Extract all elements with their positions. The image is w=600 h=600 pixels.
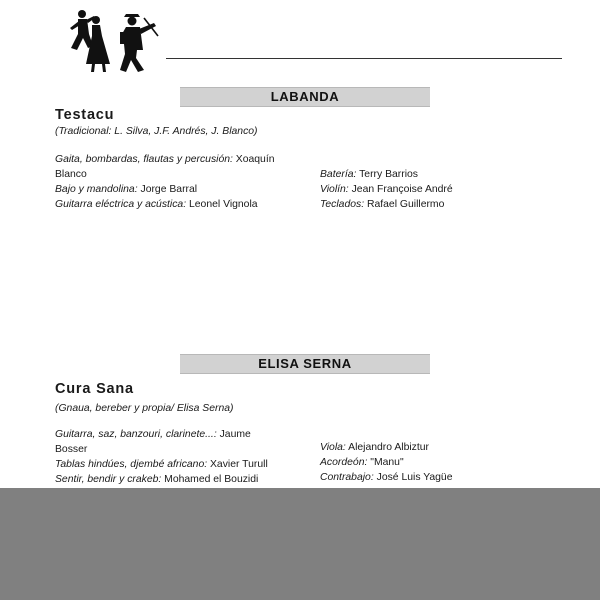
musician-line bbox=[55, 474, 258, 485]
musician-line bbox=[320, 199, 444, 210]
musician-line bbox=[320, 442, 429, 453]
role: Guitarra, saz, banzouri, clarinete...: bbox=[55, 429, 217, 440]
song-credit: (Tradicional: L. Silva, J.F. Andrés, J. Blanco) bbox=[55, 126, 258, 137]
song-credit: (Gnaua, bereber y propia/ Elisa Serna) bbox=[55, 403, 234, 414]
musician-line bbox=[55, 154, 275, 165]
musician-name: José Luis Yagüe bbox=[376, 472, 453, 483]
musician-name: Alejandro Albiztur bbox=[348, 442, 430, 453]
gray-overlay bbox=[0, 488, 600, 600]
role: Acordeón: bbox=[320, 457, 368, 468]
role: Sentir, bendir y crakeb: bbox=[55, 474, 162, 485]
musician-name: Terry Barrios bbox=[359, 169, 418, 180]
musician-line bbox=[320, 472, 453, 483]
role: Guitarra eléctrica y acústica: bbox=[55, 199, 187, 210]
band-header: ELISA SERNA bbox=[180, 354, 430, 374]
role: Tablas hindúes, djembé africano: bbox=[55, 459, 208, 470]
musician-line bbox=[55, 184, 197, 195]
musician-name: Xavier Turull bbox=[210, 459, 268, 470]
musician-line bbox=[55, 169, 87, 180]
musician-line bbox=[55, 199, 258, 210]
role: Batería: bbox=[320, 169, 357, 180]
musician-name: Jean Françoise André bbox=[351, 184, 453, 195]
dancers-and-fiddler-icon bbox=[58, 6, 166, 76]
musician-name: Xoaquín bbox=[235, 154, 275, 165]
musician-name: Leonel Vignola bbox=[188, 199, 258, 210]
role: Violín: bbox=[320, 184, 349, 195]
musician-name: Blanco bbox=[55, 169, 87, 180]
role: Teclados: bbox=[320, 199, 365, 210]
musician-name: Jorge Barral bbox=[140, 184, 198, 195]
musician-line bbox=[320, 457, 404, 468]
musician-name: Jaume bbox=[219, 429, 251, 440]
musician-name: Rafael Guillermo bbox=[366, 199, 445, 210]
musician-line bbox=[55, 429, 251, 440]
header-rule bbox=[166, 58, 562, 59]
musician-name: Bosser bbox=[55, 444, 88, 455]
role: Bajo y mandolina: bbox=[55, 184, 138, 195]
musician-line bbox=[55, 444, 87, 455]
musician-line bbox=[320, 184, 453, 195]
musician-line bbox=[320, 169, 418, 180]
musician-name: "Manu" bbox=[370, 457, 404, 468]
role: Contrabajo: bbox=[320, 472, 374, 483]
musician-line bbox=[55, 459, 268, 470]
song-title: Testacu bbox=[55, 107, 115, 123]
song-title: Cura Sana bbox=[55, 381, 134, 397]
musician-name: Mohamed el Bouzidi bbox=[164, 474, 259, 485]
role: Viola: bbox=[320, 442, 346, 453]
role: Gaita, bombardas, flautas y percusión: bbox=[55, 154, 233, 165]
band-header: LABANDA bbox=[180, 87, 430, 107]
